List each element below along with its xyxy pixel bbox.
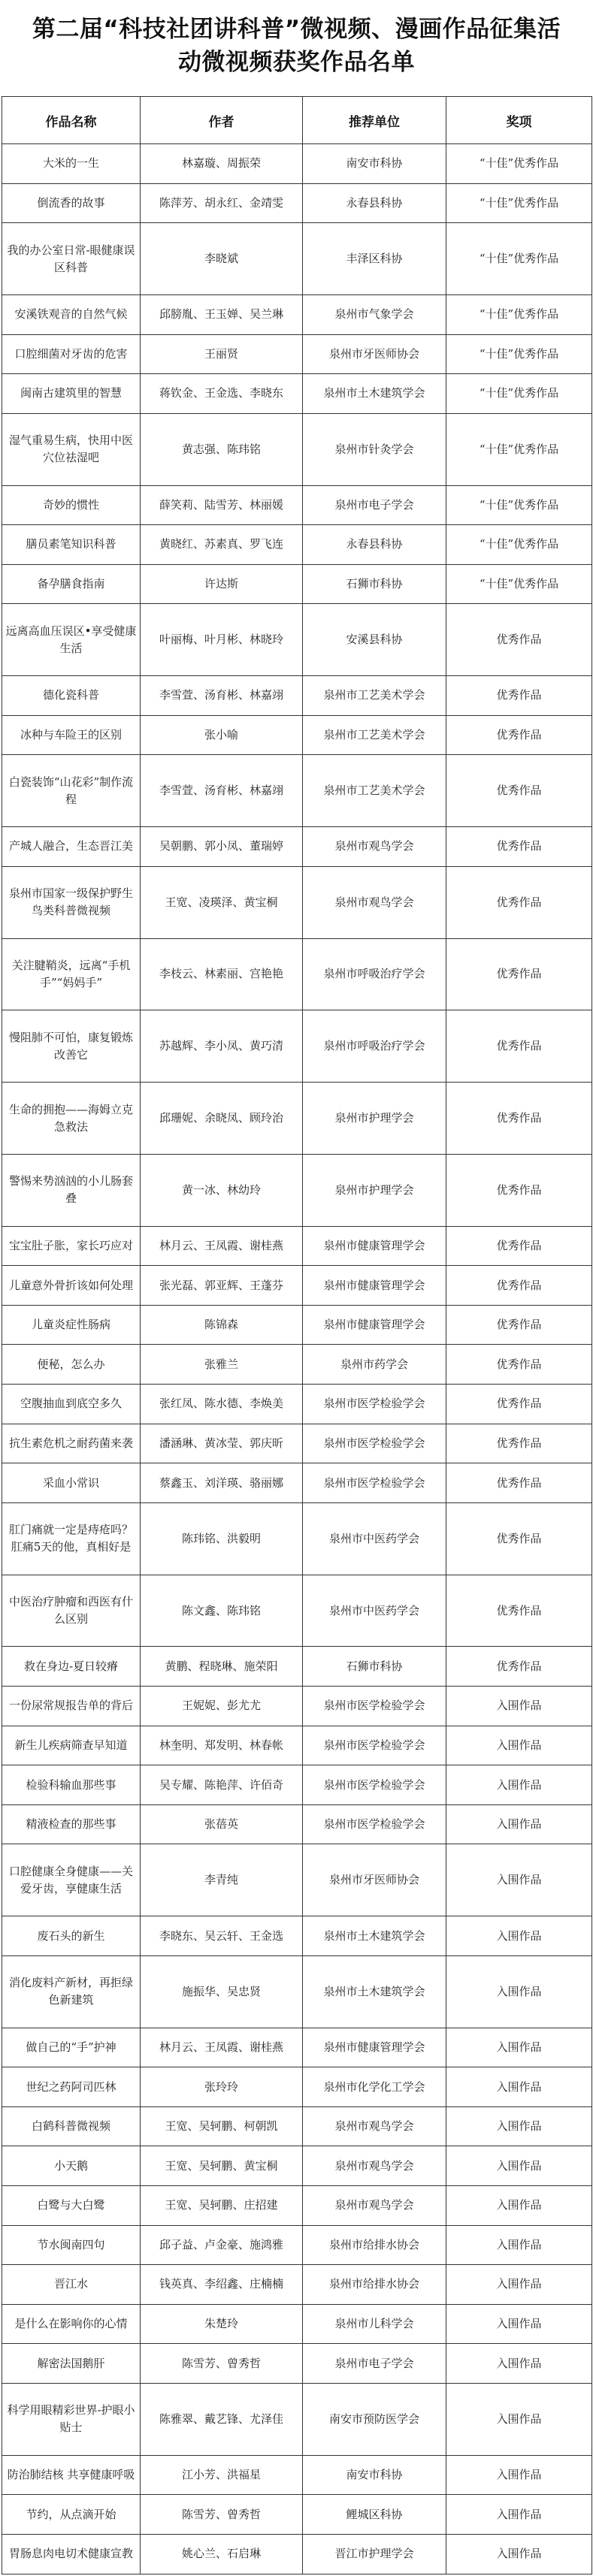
work-name-cell: 科学用眼精彩世界-护眼小贴士 [2, 2383, 141, 2455]
table-row [2, 2383, 592, 2455]
author-cell: 邱珊妮、余晓凤、顾玲治 [141, 1083, 303, 1155]
author-cell: 张小喻 [141, 715, 303, 755]
author-cell: 叶丽梅、叶月彬、林晓玲 [141, 604, 303, 676]
unit-cell: 泉州市牙医师协会 [303, 1844, 446, 1916]
award-cell: 入围作品 [446, 2455, 592, 2495]
award-cell: 优秀作品 [446, 1424, 592, 1463]
author-cell: 许达斯 [141, 564, 303, 604]
unit-cell: 泉州市化学化工学会 [303, 2067, 446, 2107]
unit-cell: 石狮市科协 [303, 1647, 446, 1687]
unit-cell: 泉州市观鸟学会 [303, 2146, 446, 2186]
author-cell: 陈雪芳、曾秀哲 [141, 2344, 303, 2384]
table-row [2, 2495, 592, 2535]
author-cell: 王宽、吴轲鹏、庄招建 [141, 2185, 303, 2225]
unit-cell: 泉州市观鸟学会 [303, 866, 446, 938]
work-name-cell: 废石头的新生 [2, 1916, 141, 1956]
header-work-name: 作品名称 [2, 97, 141, 144]
author-cell: 钱英真、李绍鑫、庄楠楠 [141, 2265, 303, 2305]
work-name-cell: 节约，从点滴开始 [2, 2495, 141, 2535]
author-cell: 张蓓英 [141, 1804, 303, 1844]
author-cell: 朱楚玲 [141, 2304, 303, 2344]
header-recommending-unit: 推荐单位 [303, 97, 446, 144]
award-cell: “十佳”优秀作品 [446, 223, 592, 295]
work-name-cell: 产城人融合，生态晋江美 [2, 827, 141, 867]
work-name-cell: 大米的一生 [2, 144, 141, 184]
work-name-cell: 口腔细菌对牙齿的危害 [2, 334, 141, 374]
unit-cell: 泉州市给排水协会 [303, 2225, 446, 2265]
work-name-cell: 胃肠息肉电切术健康宣教 [2, 2534, 141, 2574]
award-cell: 入围作品 [446, 1916, 592, 1956]
unit-cell: 石狮市科协 [303, 564, 446, 604]
award-cell: “十佳”优秀作品 [446, 374, 592, 414]
work-name-cell: 儿童炎症性肠病 [2, 1305, 141, 1345]
author-cell: 蔡鑫玉、刘洋瑛、骆丽娜 [141, 1463, 303, 1503]
award-cell: 入围作品 [446, 2067, 592, 2107]
table-row [2, 1844, 592, 1916]
unit-cell: 泉州市工艺美术学会 [303, 676, 446, 716]
table-row [2, 374, 592, 414]
award-cell: 入围作品 [446, 2534, 592, 2574]
work-name-cell: 空腹抽血到底空多久 [2, 1385, 141, 1424]
table-row [2, 1083, 592, 1155]
table-row [2, 1765, 592, 1805]
table-row [2, 2534, 592, 2574]
author-cell: 潘涵琳、黄冰莹、郭庆昕 [141, 1424, 303, 1463]
award-cell: 入围作品 [446, 2265, 592, 2305]
table-row [2, 183, 592, 223]
author-cell: 陈雪芳、曾秀哲 [141, 2495, 303, 2535]
unit-cell: 泉州市土木建筑学会 [303, 374, 446, 414]
unit-cell: 安溪县科协 [303, 604, 446, 676]
award-cell: 优秀作品 [446, 1647, 592, 1687]
unit-cell: 永春县科协 [303, 525, 446, 565]
author-cell: 陈锦森 [141, 1305, 303, 1345]
work-name-cell: 宝宝肚子胀，家长巧应对 [2, 1226, 141, 1266]
award-cell: 入围作品 [446, 1955, 592, 2028]
work-name-cell: 德化瓷科普 [2, 676, 141, 716]
author-cell: 黄一冰、林幼玲 [141, 1154, 303, 1226]
unit-cell: 泉州市电子学会 [303, 2344, 446, 2384]
table-row [2, 1955, 592, 2028]
work-name-cell: 肛门痛就一定是痔疮吗？肛痛5天的他，真相好是 [2, 1502, 141, 1575]
unit-cell: 泉州市医学检验学会 [303, 1765, 446, 1805]
unit-cell: 泉州市给排水协会 [303, 2265, 446, 2305]
table-row [2, 1154, 592, 1226]
work-name-cell: 安溪铁观音的自然气候 [2, 294, 141, 334]
work-name-cell: 做自己的“手”护神 [2, 2028, 141, 2067]
table-row [2, 938, 592, 1010]
work-name-cell: 防治肺结核 共享健康呼吸 [2, 2455, 141, 2495]
table-row [2, 2146, 592, 2186]
award-cell: “十佳”优秀作品 [446, 183, 592, 223]
unit-cell: 泉州市观鸟学会 [303, 827, 446, 867]
author-cell: 陈文鑫、陈玮铭 [141, 1575, 303, 1647]
table-row [2, 564, 592, 604]
table-row [2, 1305, 592, 1345]
award-cell: 优秀作品 [446, 1305, 592, 1345]
table-body [2, 144, 592, 2574]
unit-cell: 永春县科协 [303, 183, 446, 223]
table-header-row [2, 97, 592, 144]
table-row [2, 827, 592, 867]
table-row [2, 1266, 592, 1306]
award-cell: 入围作品 [446, 2495, 592, 2535]
work-name-cell: 奇妙的惯性 [2, 485, 141, 525]
page-title [0, 0, 593, 92]
work-name-cell: 是什么在影响你的心情 [2, 2304, 141, 2344]
award-cell: “十佳”优秀作品 [446, 334, 592, 374]
award-cell: 优秀作品 [446, 1083, 592, 1155]
author-cell: 陈雅翠、戴艺锋、尤泽佳 [141, 2383, 303, 2455]
table-row [2, 866, 592, 938]
award-cell: 优秀作品 [446, 1010, 592, 1083]
header-award: 奖项 [446, 97, 592, 144]
table-row [2, 2106, 592, 2146]
unit-cell: 泉州市医学检验学会 [303, 1424, 446, 1463]
work-name-cell: 采血小常识 [2, 1463, 141, 1503]
unit-cell: 泉州市护理学会 [303, 1154, 446, 1226]
work-name-cell: 世纪之药阿司匹林 [2, 2067, 141, 2107]
table-row [2, 1345, 592, 1385]
award-cell: 入围作品 [446, 2185, 592, 2225]
author-cell: 林奎明、郑发明、林春帐 [141, 1726, 303, 1765]
author-cell: 姚心兰、石启琳 [141, 2534, 303, 2574]
table-row [2, 294, 592, 334]
author-cell: 林嘉璇、周振荣 [141, 144, 303, 184]
author-cell: 黄志强、陈玮铭 [141, 413, 303, 485]
award-cell: 优秀作品 [446, 1345, 592, 1385]
award-cell: “十佳”优秀作品 [446, 413, 592, 485]
unit-cell: 泉州市儿科学会 [303, 2304, 446, 2344]
title-line-2: 动微视频获奖作品名单 [178, 49, 415, 76]
table-row [2, 1385, 592, 1424]
author-cell: 黄晓红、苏素真、罗飞连 [141, 525, 303, 565]
author-cell: 王丽贤 [141, 334, 303, 374]
author-cell: 王妮妮、彭尤尤 [141, 1687, 303, 1726]
table-row [2, 223, 592, 295]
unit-cell: 泉州市观鸟学会 [303, 2106, 446, 2146]
unit-cell: 泉州市呼吸治疗学会 [303, 938, 446, 1010]
unit-cell: 泉州市健康管理学会 [303, 1226, 446, 1266]
author-cell: 黄鹏、程晓琳、施荣阳 [141, 1647, 303, 1687]
work-name-cell: 救在身边-夏日较瘠 [2, 1647, 141, 1687]
unit-cell: 泉州市中医药学会 [303, 1575, 446, 1647]
unit-cell: 晋江市护理学会 [303, 2534, 446, 2574]
work-name-cell: 倒流香的故事 [2, 183, 141, 223]
author-cell: 吴专耀、陈艳萍、许佰奇 [141, 1765, 303, 1805]
author-cell: 李枝云、林素丽、宫艳艳 [141, 938, 303, 1010]
table-row [2, 1916, 592, 1956]
table-row [2, 755, 592, 827]
author-cell: 张雅兰 [141, 1345, 303, 1385]
unit-cell: 泉州市呼吸治疗学会 [303, 1010, 446, 1083]
unit-cell: 泉州市医学检验学会 [303, 1385, 446, 1424]
author-cell: 蒋钦金、王金选、李晓东 [141, 374, 303, 414]
award-cell: “十佳”优秀作品 [446, 144, 592, 184]
work-name-cell: 膳员素笔知识科普 [2, 525, 141, 565]
table-row [2, 676, 592, 716]
table-row [2, 1502, 592, 1575]
table-row [2, 2028, 592, 2067]
unit-cell: 泉州市医学检验学会 [303, 1687, 446, 1726]
work-name-cell: 儿童意外骨折该如何处理 [2, 1266, 141, 1306]
unit-cell: 南安市科协 [303, 2455, 446, 2495]
unit-cell: 南安市科协 [303, 144, 446, 184]
author-cell: 邱子益、卢金豪、施鸿雅 [141, 2225, 303, 2265]
work-name-cell: 精液检查的那些事 [2, 1804, 141, 1844]
unit-cell: 泉州市气象学会 [303, 294, 446, 334]
author-cell: 薛笑莉、陆雪芳、林丽媛 [141, 485, 303, 525]
award-cell: “十佳”优秀作品 [446, 564, 592, 604]
work-name-cell: 冰种与车险王的区别 [2, 715, 141, 755]
award-cell: 入围作品 [446, 1765, 592, 1805]
unit-cell: 泉州市土木建筑学会 [303, 1916, 446, 1956]
award-cell: “十佳”优秀作品 [446, 294, 592, 334]
author-cell: 李晓东、吴云轩、王金选 [141, 1916, 303, 1956]
table-row [2, 144, 592, 184]
award-cell: 优秀作品 [446, 715, 592, 755]
author-cell: 李青纯 [141, 1844, 303, 1916]
table-row [2, 1424, 592, 1463]
table-row [2, 1226, 592, 1266]
award-cell: 优秀作品 [446, 604, 592, 676]
work-name-cell: 解密法国鹅肝 [2, 2344, 141, 2384]
table-row [2, 1647, 592, 1687]
table-row [2, 2455, 592, 2495]
award-table [2, 96, 592, 2574]
unit-cell: 泉州市护理学会 [303, 1083, 446, 1155]
table-row [2, 2067, 592, 2107]
author-cell: 江小芳、洪福星 [141, 2455, 303, 2495]
author-cell: 李晓斌 [141, 223, 303, 295]
unit-cell: 南安市预防医学会 [303, 2383, 446, 2455]
table-row [2, 2225, 592, 2265]
award-cell: 入围作品 [446, 2146, 592, 2186]
work-name-cell: 消化废料产新材，再拒绿色新建筑 [2, 1955, 141, 2028]
table-row [2, 485, 592, 525]
unit-cell: 泉州市工艺美术学会 [303, 715, 446, 755]
work-name-cell: 白瓷装饰“山花彩”制作流程 [2, 755, 141, 827]
unit-cell: 泉州市医学检验学会 [303, 1726, 446, 1765]
work-name-cell: 生命的拥抱——海姆立克急救法 [2, 1083, 141, 1155]
work-name-cell: 警惕来势汹汹的小儿肠套叠 [2, 1154, 141, 1226]
unit-cell: 泉州市牙医师协会 [303, 334, 446, 374]
table-row [2, 525, 592, 565]
award-cell: 优秀作品 [446, 1575, 592, 1647]
unit-cell: 泉州市药学会 [303, 1345, 446, 1385]
award-cell: 入围作品 [446, 2304, 592, 2344]
unit-cell: 泉州市健康管理学会 [303, 2028, 446, 2067]
work-name-cell: 远离高血压误区•享受健康生活 [2, 604, 141, 676]
award-cell: 优秀作品 [446, 1226, 592, 1266]
author-cell: 苏越辉、李小凤、黄巧清 [141, 1010, 303, 1083]
unit-cell: 泉州市工艺美术学会 [303, 755, 446, 827]
table-row [2, 1463, 592, 1503]
table-row [2, 334, 592, 374]
award-cell: 优秀作品 [446, 1266, 592, 1306]
table-row [2, 413, 592, 485]
author-cell: 李雪萱、汤育彬、林嘉翊 [141, 755, 303, 827]
unit-cell: 泉州市健康管理学会 [303, 1305, 446, 1345]
table-row [2, 715, 592, 755]
title-line-1: 第二届“科技社团讲科普”微视频、漫画作品征集活 [32, 16, 561, 43]
award-cell: 入围作品 [446, 2028, 592, 2067]
table-row [2, 2344, 592, 2384]
award-cell: 入围作品 [446, 2225, 592, 2265]
work-name-cell: 新生儿疾病筛查早知道 [2, 1726, 141, 1765]
award-cell: 入围作品 [446, 1804, 592, 1844]
work-name-cell: 白鹤科普微视频 [2, 2106, 141, 2146]
award-cell: 入围作品 [446, 2383, 592, 2455]
award-cell: 优秀作品 [446, 676, 592, 716]
table-row [2, 2265, 592, 2305]
work-name-cell: 节水闽南四句 [2, 2225, 141, 2265]
work-name-cell: 小天鹅 [2, 2146, 141, 2186]
award-cell: 入围作品 [446, 2344, 592, 2384]
author-cell: 李雪萱、汤育彬、林嘉翊 [141, 676, 303, 716]
author-cell: 施振华、吴忠贤 [141, 1955, 303, 2028]
work-name-cell: 备孕膳食指南 [2, 564, 141, 604]
unit-cell: 丰泽区科协 [303, 223, 446, 295]
author-cell: 王宽、吴轲鹏、柯朝凯 [141, 2106, 303, 2146]
author-cell: 吴朝鹏、郭小凤、董瑞婷 [141, 827, 303, 867]
author-cell: 王宽、凌瑛泽、黄宝桐 [141, 866, 303, 938]
author-cell: 王宽、吴轲鹏、黄宝桐 [141, 2146, 303, 2186]
work-name-cell: 抗生素危机之耐药菌来袭 [2, 1424, 141, 1463]
unit-cell: 泉州市医学检验学会 [303, 1463, 446, 1503]
work-name-cell: 晋江水 [2, 2265, 141, 2305]
author-cell: 邱膀胤、王玉婵、吴兰琳 [141, 294, 303, 334]
award-cell: 入围作品 [446, 1726, 592, 1765]
work-name-cell: 便秘，怎么办 [2, 1345, 141, 1385]
work-name-cell: 我的办公室日常-眼健康误区科普 [2, 223, 141, 295]
work-name-cell: 慢阻肺不可怕，康复锻炼改善它 [2, 1010, 141, 1083]
award-cell: 入围作品 [446, 2106, 592, 2146]
award-cell: “十佳”优秀作品 [446, 525, 592, 565]
award-cell: “十佳”优秀作品 [446, 485, 592, 525]
award-cell: 优秀作品 [446, 866, 592, 938]
unit-cell: 泉州市电子学会 [303, 485, 446, 525]
table-row [2, 1575, 592, 1647]
table-row [2, 1726, 592, 1765]
work-name-cell: 泉州市国家一级保护野生鸟类科普微视频 [2, 866, 141, 938]
unit-cell: 泉州市中医药学会 [303, 1502, 446, 1575]
work-name-cell: 白鹭与大白鹭 [2, 2185, 141, 2225]
author-cell: 陈玮铭、洪毅明 [141, 1502, 303, 1575]
table-row [2, 1687, 592, 1726]
work-name-cell: 关注腱鞘炎，远离“手机手”“妈妈手” [2, 938, 141, 1010]
award-cell: 优秀作品 [446, 938, 592, 1010]
table-row [2, 604, 592, 676]
award-cell: 入围作品 [446, 1687, 592, 1726]
award-cell: 优秀作品 [446, 755, 592, 827]
header-author: 作者 [141, 97, 303, 144]
unit-cell: 泉州市健康管理学会 [303, 1266, 446, 1306]
award-cell: 优秀作品 [446, 1385, 592, 1424]
table-row [2, 2185, 592, 2225]
award-cell: 优秀作品 [446, 827, 592, 867]
work-name-cell: 口腔健康全身健康——关爱牙齿，享健康生活 [2, 1844, 141, 1916]
award-cell: 优秀作品 [446, 1502, 592, 1575]
award-cell: 优秀作品 [446, 1154, 592, 1226]
work-name-cell: 检验科输血那些事 [2, 1765, 141, 1805]
award-cell: 优秀作品 [446, 1463, 592, 1503]
unit-cell: 泉州市观鸟学会 [303, 2185, 446, 2225]
unit-cell: 泉州市针灸学会 [303, 413, 446, 485]
author-cell: 林月云、王凤霞、谢桂燕 [141, 1226, 303, 1266]
author-cell: 林月云、王凤霞、谢桂燕 [141, 2028, 303, 2067]
work-name-cell: 湿气重易生病，快用中医穴位祛湿吧 [2, 413, 141, 485]
table-row [2, 1804, 592, 1844]
unit-cell: 泉州市土木建筑学会 [303, 1955, 446, 2028]
table-row [2, 1010, 592, 1083]
table-row [2, 2304, 592, 2344]
award-cell: 入围作品 [446, 1844, 592, 1916]
work-name-cell: 闽南古建筑里的智慧 [2, 374, 141, 414]
unit-cell: 鲤城区科协 [303, 2495, 446, 2535]
author-cell: 张玲玲 [141, 2067, 303, 2107]
author-cell: 张光磊、郭亚辉、王蓬芬 [141, 1266, 303, 1306]
work-name-cell: 一份尿常规报告单的背后 [2, 1687, 141, 1726]
work-name-cell: 中医治疗肿瘤和西医有什么区别 [2, 1575, 141, 1647]
author-cell: 陈萍芳、胡永红、金靖雯 [141, 183, 303, 223]
author-cell: 张红凤、陈水德、李焕美 [141, 1385, 303, 1424]
unit-cell: 泉州市医学检验学会 [303, 1804, 446, 1844]
